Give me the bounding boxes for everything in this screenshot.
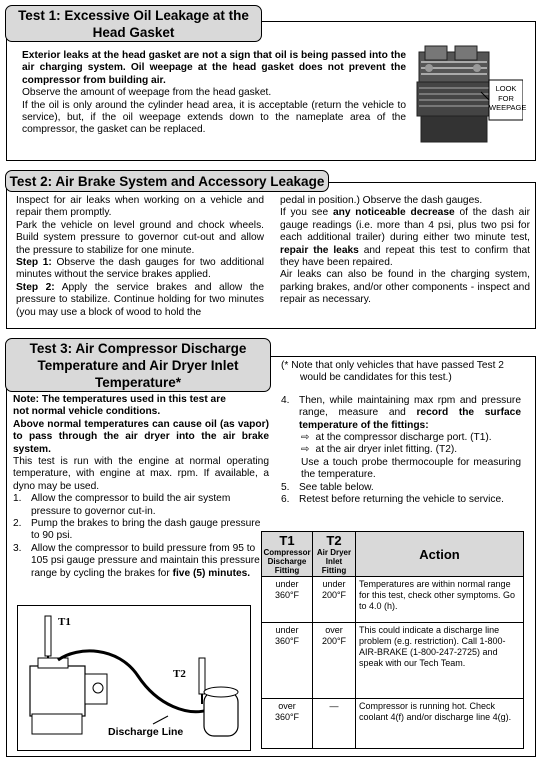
test2-r1: pedal in position.) Observe the dash gauges. bbox=[280, 195, 483, 206]
step2-text: Apply the service brakes and allow the pressure to stabilize. Continue holding for two minutes (you may use a block of wood to hold the bbox=[16, 281, 265, 318]
test3-right-col bbox=[281, 360, 521, 506]
test2-title bbox=[5, 170, 329, 192]
step4-t2: ⇨ at the air dryer inlet fitting. (T2). bbox=[281, 444, 521, 456]
step-text: See table below. bbox=[299, 481, 374, 493]
header-action-label: Action bbox=[419, 546, 460, 562]
test3-title-line3: Temperature* bbox=[94, 375, 182, 390]
step-num: 1. bbox=[13, 493, 22, 505]
step-num: 6. bbox=[281, 494, 290, 506]
step-text: Retest before returning the vehicle to service. bbox=[299, 494, 504, 506]
test3-title bbox=[5, 338, 271, 392]
t3-step6 bbox=[281, 494, 521, 506]
step-text: Pump the brakes to bring the dash gauge pressure to 90 psi. bbox=[31, 518, 261, 542]
test2-step2 bbox=[16, 282, 264, 319]
step-num: 5. bbox=[281, 481, 290, 493]
test3-title-line1: Test 3: Air Compressor Discharge bbox=[29, 341, 247, 356]
star-note-line2: would be candidates for this test.) bbox=[300, 372, 452, 384]
t3-step1 bbox=[13, 493, 269, 518]
fig-t2-label: T2 bbox=[173, 668, 186, 680]
test2-r3: Air leaks can also be found in the charging system, parking brakes, and/or other components - inspect and repair as necessary. bbox=[280, 269, 530, 306]
row2-t2: over 200°F bbox=[313, 623, 356, 699]
header-t2 bbox=[313, 532, 356, 577]
note-line1: Note: The temperatures used in this test are bbox=[13, 394, 226, 405]
callout-line2: FOR bbox=[498, 93, 514, 103]
note-line2: not normal vehicle conditions. bbox=[13, 406, 161, 418]
step4-bold: record the surface temperature of the fittings: bbox=[299, 407, 521, 431]
test-run-text: This test is run with the engine at normal operating temperature, with engine at max. rpm. If available, a dyno may be used. bbox=[13, 456, 269, 492]
test2-r2 bbox=[280, 207, 530, 269]
table-row bbox=[262, 623, 524, 699]
r2a: If you see bbox=[280, 207, 333, 219]
test1-body bbox=[22, 50, 406, 137]
r2d: repair the leaks bbox=[280, 244, 359, 256]
header-t1-label: T1 bbox=[279, 533, 295, 548]
step-num: 2. bbox=[13, 518, 22, 530]
row3-t1: over 360°F bbox=[262, 699, 313, 749]
step-text: Allow the compressor to build the air system pressure to governor cut-in. bbox=[31, 493, 231, 517]
header-t1-sub: Compressor Discharge Fitting bbox=[263, 548, 311, 575]
step-num: 3. bbox=[13, 542, 22, 554]
test2-l2: Park the vehicle on level ground and chock wheels. Build system pressure to governor cut-out and allow the pressure to stabilize for one minute. bbox=[16, 219, 264, 256]
table-row bbox=[262, 577, 524, 623]
test1-title-line1: Test 1: Excessive Oil Leakage at the bbox=[18, 8, 249, 23]
t3-step5 bbox=[281, 482, 521, 494]
test1-p1: Exterior leaks at the head gasket are not a sign that oil is being passed into the air charging system. Oil weepage at the head gasket does not prevent the compressor from building air. bbox=[22, 50, 406, 86]
row1-action: Temperatures are within normal range for this test, check other symptoms. Go to 4.0 (h). bbox=[356, 577, 524, 623]
test1-title bbox=[5, 5, 262, 42]
step2-label: Step 2: bbox=[16, 281, 55, 293]
row2-t1: under 360°F bbox=[262, 623, 313, 699]
step4-text: Then, while maintaining max rpm and pressure range, measure and bbox=[299, 394, 521, 419]
test3-title-line2: Temperature and Air Dryer Inlet bbox=[37, 358, 239, 373]
test1-title-line2: Head Gasket bbox=[92, 25, 175, 40]
header-t2-label: T2 bbox=[326, 533, 342, 548]
row3-action: Compressor is running hot. Check coolant 4(f) and/or discharge line 4(g). bbox=[356, 699, 524, 749]
fig-t1-label: T1 bbox=[58, 616, 71, 628]
table-row bbox=[262, 699, 524, 749]
compressor-head-image bbox=[411, 40, 527, 146]
test3-left-col bbox=[13, 394, 269, 580]
test2-step1 bbox=[16, 257, 264, 282]
r2c: of the dash air gauge readings (i.e. more than 4 psi, plus two psi for each additional trailer) during either two minute test, bbox=[280, 207, 530, 244]
temperature-action-table bbox=[261, 531, 524, 749]
test2-right-col bbox=[280, 195, 530, 307]
test2-title-text: Test 2: Air Brake System and Accessory Leakage bbox=[9, 174, 325, 189]
row2-action: This could indicate a discharge line problem (e.g. restriction). Call 1-800-AIR-BRAKE (1-800-247-2725) and speak with our Tech Team. bbox=[356, 623, 524, 699]
step1-label: Step 1: bbox=[16, 257, 52, 269]
step-num: 4. bbox=[281, 394, 290, 406]
t3-step4 bbox=[281, 395, 521, 432]
above-normal-text: Above normal temperatures can cause oil (as vapor) to pass through the air dryer into the air brake system. bbox=[13, 418, 269, 455]
table-header-row bbox=[262, 532, 524, 577]
callout-line1: LOOK bbox=[495, 84, 517, 93]
row1-t1: under 360°F bbox=[262, 577, 313, 623]
step3-text: Allow the compressor to build pressure from 95 to 105 psi gauge pressure and maintain this pressure range by cycling the brakes for bbox=[31, 542, 260, 579]
header-t2-sub: Air Dryer Inlet Fitting bbox=[316, 548, 352, 575]
step4-t1: ⇨ at the compressor discharge port. (T1). bbox=[281, 432, 521, 444]
row1-t2: under 200°F bbox=[313, 577, 356, 623]
test1-p3: If the oil is only around the cylinder head area, it is acceptable (return the vehicle to service), but, if the oil weepage extends down to the nameplate area of the compressor, the gasket can be replaced. bbox=[22, 99, 406, 136]
step1-text: Observe the dash gauges for two additional minutes without the service brakes applied. bbox=[16, 257, 264, 281]
r2b: any noticeable decrease bbox=[332, 207, 455, 219]
step3-bold: five (5) minutes. bbox=[172, 567, 251, 579]
step4-probe: Use a touch probe thermocouple for measuring the temperature. bbox=[301, 456, 521, 481]
discharge-line-figure bbox=[17, 605, 251, 751]
row3-t2: — bbox=[313, 699, 356, 749]
look-for-weepage-callout bbox=[489, 84, 527, 113]
t3-step3 bbox=[13, 543, 269, 580]
header-t1 bbox=[262, 532, 313, 577]
fig-discharge-line-label: Discharge Line bbox=[108, 726, 184, 738]
t3-step2 bbox=[13, 518, 269, 543]
test2-left-col bbox=[16, 195, 264, 319]
star-note-line1: (* Note that only vehicles that have passed Test 2 bbox=[281, 360, 504, 371]
r2e: and repeat this test to confirm that they have been repaired. bbox=[280, 244, 531, 269]
header-action bbox=[356, 532, 524, 577]
callout-line3: WEEPAGE bbox=[489, 103, 527, 112]
test2-l1: Inspect for air leaks when working on a vehicle and repair them promptly. bbox=[16, 195, 264, 219]
test1-p2: Observe the amount of weepage from the head gasket. bbox=[22, 87, 272, 99]
